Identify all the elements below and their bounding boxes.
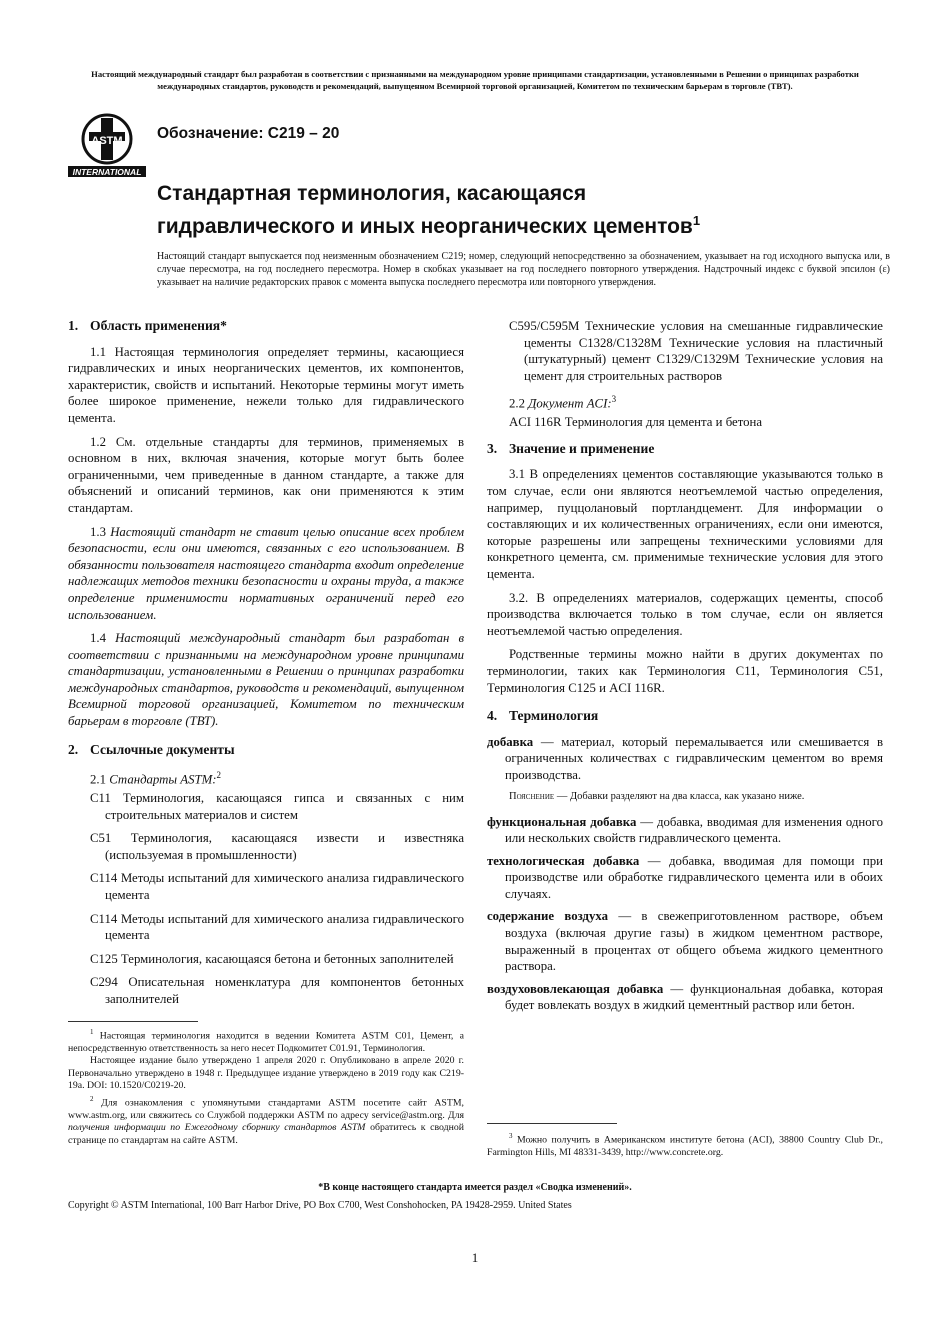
section-1-heading: 1. Область применения*: [68, 318, 227, 333]
aci-document-heading: 2.2 Документ ACI:$^3$: [509, 394, 617, 411]
footnote-rule-right: [487, 1123, 617, 1124]
footnote-2: $^2$ Для ознакомления с упомянутыми стандартами ASTM посетите сайт ASTM, www.astm.org, или свяжитесь со Службой поддержки ASTM по адресу service@astm.org. Для получения информации по Ежегодному сборнику стандартов ASTM обратитесь к сводной странице по стандартам на сайте ASTM.: [68, 1094, 465, 1146]
para-3-related: Родственные термины можно найти в других документах по терминологии, таких как Терминология C11, Терминология C51, Терминология C125 и ACI 116R.: [487, 647, 883, 695]
astm-standards-heading: 2.1 Стандарты ASTM:$^2$: [90, 770, 222, 787]
footnote-1: $^1$ Настоящая терминология находится в ведении Комитета ASTM C01, Цемент, а непосредственную ответственность за него несет Подкомитет C01.91, Терминология.: [68, 1028, 464, 1054]
para-1-2: 1.2 См. отдельные стандарты для терминов, применяемых в основном в них, включая значения, которые могут быть более ограниченными, чем приведенные в данном стандарте, а также для объяснений и описаний терминов, как они применяются к этим стандартам.: [68, 434, 464, 515]
copyright: Copyright © ASTM International, 100 Barr Harbor Drive, PO Box C700, West Conshohocken, PA 19428-2959. United States: [68, 1200, 572, 1211]
section-3-heading: 3. Значение и применение: [487, 440, 655, 456]
left-column: [68, 318, 464, 1015]
footnotes-left: [68, 1026, 464, 1147]
astm-logo: [66, 112, 148, 178]
term-entry: добавка — материал, который перемалывается или смешивается в ограниченных количествах с гидравлическим цементом во время производства.: [487, 734, 883, 782]
header-notice: Настоящий международный стандарт был разработан в соответствии с признанными на международном уровне принципами стандартизации, установленными в Решении о принципах разработки международных стандартов, руководств и рекомендаций, выпущенном Всемирной торговой организацией, Комитетом по техническим барьерам в торговле (ТВТ).: [91, 69, 859, 91]
term-note: Пояснение — Добавки разделяют на два класса, как указано ниже.: [509, 790, 805, 802]
page-number: 1: [471, 1250, 479, 1265]
logo-subtitle: INTERNATIONAL: [72, 167, 142, 177]
preface: Настоящий стандарт выпускается под неизменным обозначением C219; номер, следующий непосредственно за обозначением, указывает на год исходного выпуска или, в случае пересмотра, на год последнего пересмотра. Номер в скобках указывает на год последнего повторного утверждения. Надстрочный индекс с буквой эпсилон (ε) указывает на наличие редакторских правок с момента выпуска последнего пересмотра или повторного утверждения.: [157, 251, 890, 288]
para-1-1: 1.1 Настоящая терминология определяет термины, касающиеся гидравлических и иных неорганических цементов, их компонентов, характеристик, свойств и испытаний. Некоторые термины могут иметь более широкое применение, нежели только для гидравлического цемента.: [68, 344, 464, 425]
reference-item: C294 Описательная номенклатура для компонентов бетонных заполнителей: [90, 975, 464, 1007]
title-footnote-mark: 1: [692, 213, 701, 228]
term-entry: технологическая добавка — добавка, вводимая для помощи при производстве или обработке гидравлического цемента или в обоих случаях.: [487, 853, 883, 901]
title-line-2: гидравлического и иных неорганических цементов: [157, 215, 693, 238]
aci-reference: ACI 116R Терминология для цемента и бетона: [509, 415, 763, 430]
section-4-heading: 4. Терминология: [487, 708, 599, 724]
para-3-1: 3.1 В определениях цементов составляющие указываются только в том случае, если они являются неотъемлемой частью определения, например, пуццолановый портландцемент. Для информации о составляющих и их количественных ограничениях, если они имеются, которые разрешены или запрещены техническими условиями для конкретного цемента, см. применимые технические условия для этого цемента.: [487, 467, 883, 581]
document-title: [157, 180, 857, 240]
term-entry: функциональная добавка — добавка, вводимая для изменения одного или нескольких свойств гидравлического цемента.: [487, 814, 883, 846]
reference-list-continued: [487, 318, 883, 384]
reference-list: [68, 790, 464, 1008]
para-3-2: 3.2. В определениях материалов, содержащих цементы, способ производства включается только в том случае, если он является неотъемлемой частью определения.: [487, 590, 883, 638]
term-entry: воздухововлекающая добавка — функциональная добавка, которая будет вовлекать воздух в жидкий цементный раствор или бетон.: [487, 981, 883, 1013]
para-1-4: 1.4 Настоящий международный стандарт был разработан в соответствии с признанными на международном уровне принципами стандартизации, установленными в Решении о принципах разработки международных стандартов, руководств и рекомендаций, выпущенном Всемирной торговой организацией, Комитетом по техническим барьерам в торговле (ТВТ).: [68, 631, 465, 729]
title-line-1: Стандартная терминология, касающаяся: [157, 182, 587, 205]
reference-item: C114 Методы испытаний для химического анализа гидравлического цемента: [90, 871, 464, 903]
right-column: [487, 318, 883, 1020]
logo-letters: ASTM: [91, 135, 123, 147]
reference-item: C11 Терминология, касающаяся гипса и связанных с ним строительных материалов и систем: [90, 791, 464, 822]
section-2-heading: 2. Ссылочные документы: [68, 741, 235, 757]
reference-item: C114 Методы испытаний для химического анализа гидравлического цемента: [90, 911, 464, 943]
designation: Обозначение: C219 – 20: [157, 125, 340, 142]
reference-item: C595/C595M Технические условия на смешанные гидравлические цементы C1328/C1328M Технические условия на пластичный (штукатурный) цемент C1329/C1329M Технические условия на цемент для строительных растворов: [509, 319, 883, 383]
term-entry: содержание воздуха — в свежеприготовленном растворе, объем воздуха (включая другие газы) в жидком цементном растворе, выраженный в процентах от общего объема жидкого цементного раствора.: [487, 909, 883, 974]
reference-item: C51 Терминология, касающаяся извести и известняка (используемая в промышленности): [90, 831, 464, 862]
summary-notice: *В конце настоящего стандарта имеется раздел «Сводка изменений».: [318, 1182, 632, 1193]
para-1-3: 1.3 Настоящий стандарт не ставит целью описание всех проблем безопасности, если они имеются, связанных с его использованием. В обязанности пользователя настоящего стандарта входит определение надлежащих методов техники безопасности и охраны труда, а также определение применимости нормативных ограничений перед его использованием.: [68, 524, 464, 622]
footnote-rule-left: [68, 1021, 198, 1022]
reference-item: C125 Терминология, касающаяся бетона и бетонных заполнителей: [90, 951, 454, 966]
footnote-3: $^3$ Можно получить в Американском институте бетона (ACI), 38800 Country Club Dr., Farmington Hills, MI 48331-3439, http://www.concrete.org.: [487, 1132, 883, 1158]
footnote-1-edition: Настоящее издание было утверждено 1 апреля 2020 г. Опубликовано в апреле 2020 г. Первоначально утверждено в 1948 г. Предыдущее издание утверждено в 2019 году как C219- 19a. DOI: 10.1520/C0219-20.: [68, 1055, 464, 1092]
